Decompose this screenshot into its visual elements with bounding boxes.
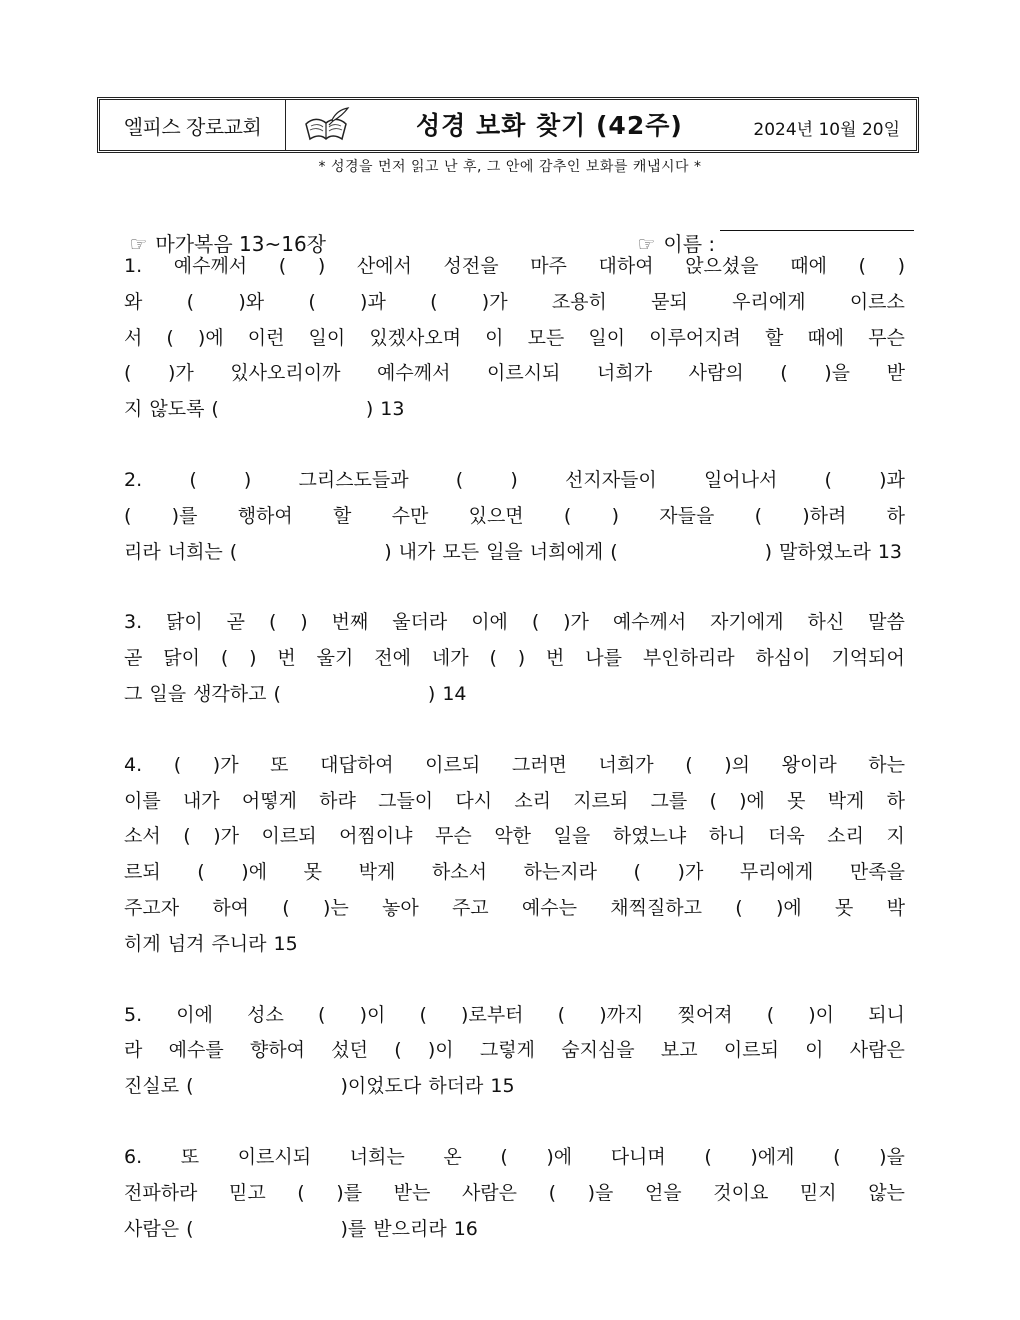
question-word: 생각하고 <box>193 682 267 705</box>
question-word: 향하여 <box>249 1039 305 1062</box>
question-word: 이에 <box>176 1003 213 1026</box>
blank-paren: ( <box>531 611 540 634</box>
question-word: 부인하리라 <box>642 647 735 670</box>
question-word: 보고 <box>660 1039 698 1062</box>
question-word: 일을 <box>149 682 187 705</box>
question-word: 채찍질하고 <box>610 896 703 919</box>
blank-paren: ( <box>268 611 277 634</box>
question-5 <box>124 998 905 1105</box>
blank-paren: ( <box>419 1003 427 1026</box>
blank-paren: ) <box>249 647 257 670</box>
question-word: 15 <box>273 932 298 955</box>
question-word: 박게 <box>827 789 865 812</box>
blank-paren: ( <box>709 789 717 812</box>
question-line <box>124 927 905 963</box>
blank-paren: ) <box>517 647 526 670</box>
pointing-hand-icon: ☞ <box>637 232 656 256</box>
question-word: 할 <box>333 504 352 527</box>
question-word: 숨지심을 <box>561 1039 635 1062</box>
blank-paren: )하려 <box>802 504 847 527</box>
question-word: 닭이 <box>166 611 203 634</box>
question-word: 하소서 <box>431 861 487 884</box>
question-word: 믿고 <box>229 1181 266 1204</box>
question-word: 않는 <box>868 1181 905 1204</box>
question-word: 소리 <box>514 789 552 812</box>
question-word: 않도록 <box>149 398 205 421</box>
question-word: 내가 <box>398 540 436 563</box>
question-word: 이르소 <box>849 290 905 313</box>
blank-paren: )를 <box>340 1217 367 1240</box>
question-word: 5. <box>124 1003 143 1026</box>
question-word: 이 <box>805 1039 824 1062</box>
name-blank-line[interactable] <box>720 230 914 231</box>
question-word: 넘겨 <box>167 932 205 955</box>
question-word: 사람은 <box>461 1181 518 1204</box>
question-word: 그렇게 <box>479 1039 535 1062</box>
blank-paren: ( <box>124 362 132 385</box>
question-word: 너희는 <box>349 1145 405 1168</box>
question-word: 이를 <box>124 789 161 812</box>
question-line <box>124 998 905 1034</box>
question-line <box>124 1176 905 1212</box>
question-word: 또 <box>270 753 289 776</box>
question-word: 나를 <box>585 647 622 670</box>
blank-paren: ( <box>500 1145 508 1168</box>
question-word: 모든 <box>527 326 565 349</box>
blank-paren: )와 <box>238 290 265 313</box>
question-word: 무슨 <box>868 326 905 349</box>
blank-paren: )과 <box>360 290 386 313</box>
question-word: 13 <box>380 398 405 421</box>
question-word: 와 <box>124 290 143 313</box>
blank-paren: ( <box>754 504 762 527</box>
question-line <box>124 463 905 499</box>
blank-paren: )가 <box>213 825 239 848</box>
question-word: 일이 <box>588 326 626 349</box>
blank-paren: )의 <box>724 753 750 776</box>
blank-paren: ( <box>548 1181 557 1204</box>
question-word: 이르되 <box>723 1039 779 1062</box>
question-word: 조용히 <box>551 290 607 313</box>
blank-paren: ( <box>308 290 316 313</box>
blank-paren: )가 <box>563 611 589 634</box>
question-4 <box>124 748 905 963</box>
question-word: 우리에게 <box>732 290 806 313</box>
question-1 <box>124 249 905 428</box>
blank-paren: ) <box>300 611 308 634</box>
open-book-with-quill-icon <box>302 106 350 146</box>
question-word: 소리 <box>827 825 864 848</box>
blank-paren: )이었도다 <box>340 1075 422 1098</box>
blank-paren: ) <box>384 540 392 563</box>
question-word: 이르되 <box>425 753 481 776</box>
blank-paren: ) <box>243 468 252 491</box>
question-word: 하 <box>886 504 905 527</box>
question-word: 너희에게 <box>529 540 604 563</box>
question-word: 못 <box>303 861 323 884</box>
question-word: 하는지라 <box>523 861 597 884</box>
question-word: 왕이라 <box>781 753 837 776</box>
question-word: 서 <box>124 326 143 349</box>
question-word: 일어나서 <box>703 468 778 491</box>
question-3 <box>124 605 905 712</box>
question-word: 번 <box>277 647 296 670</box>
blank-paren: ( <box>824 468 832 491</box>
question-word: 그러면 <box>511 753 567 776</box>
question-line <box>124 819 905 855</box>
question-word: 박 <box>886 896 905 919</box>
question-word: 선지자들이 <box>564 468 657 491</box>
blank-paren: ( <box>563 504 572 527</box>
question-word: 있으면 <box>468 504 524 527</box>
question-word: 산에서 <box>356 255 412 277</box>
question-6 <box>124 1140 905 1247</box>
question-word: 온 <box>443 1145 462 1168</box>
question-word: 이르시되 <box>237 1145 312 1168</box>
question-word: 하신 <box>807 611 845 634</box>
question-word: 이 <box>485 326 504 349</box>
question-word: 그리스도들과 <box>298 468 409 491</box>
blank-paren: )가 <box>481 290 508 313</box>
question-word: 무슨 <box>435 825 472 848</box>
blank-paren: ( <box>633 861 641 884</box>
question-word: 라 <box>124 1039 143 1062</box>
blank-paren: )이 <box>427 1039 454 1062</box>
question-word: 하더라 <box>428 1075 484 1098</box>
question-word: 대하여 <box>598 255 654 277</box>
blank-paren: ( <box>394 1039 402 1062</box>
question-word: 이르시되 <box>487 362 561 385</box>
question-word: 또 <box>180 1145 200 1168</box>
question-word: 못 <box>787 789 806 812</box>
question-word: 기억되어 <box>831 647 905 670</box>
question-word: 사람은 <box>849 1039 905 1062</box>
blank-paren: )로부터 <box>461 1003 524 1026</box>
question-word: 하니 <box>708 825 746 848</box>
blank-paren: ( <box>489 647 497 670</box>
title-box <box>97 97 919 153</box>
blank-paren: ( <box>610 540 618 563</box>
question-word: 내가 <box>182 789 220 812</box>
question-word: 말씀 <box>868 611 905 634</box>
question-word: 14 <box>442 682 467 705</box>
blank-paren: ( <box>766 1003 775 1026</box>
church-name: 엘피스 장로교회 <box>100 100 286 150</box>
blank-paren: )에 <box>241 861 268 884</box>
blank-paren: ( <box>166 326 174 349</box>
question-line <box>124 535 905 571</box>
question-line <box>124 748 905 784</box>
question-word: 소서 <box>124 825 161 848</box>
question-word: 15 <box>490 1075 515 1098</box>
question-word: 하랴 <box>319 789 356 812</box>
blank-paren: ( <box>278 255 287 277</box>
question-word: 예수를 <box>168 1039 224 1062</box>
blank-paren: ( <box>318 1003 326 1026</box>
question-line <box>124 605 905 641</box>
blank-paren: ( <box>186 1075 194 1098</box>
blank-paren: ( <box>297 1181 305 1204</box>
question-word: 하였느냐 <box>612 825 687 848</box>
blank-paren: )가 <box>212 753 239 776</box>
question-word: 모든 <box>442 540 480 563</box>
question-word: 지 <box>124 398 143 421</box>
question-word: 예수께서 <box>377 362 451 385</box>
question-word: 만족을 <box>849 861 905 884</box>
question-word: 때에 <box>790 255 827 277</box>
question-word: 사람의 <box>688 362 744 385</box>
question-word: 이에 <box>471 611 508 634</box>
question-word: 전에 <box>374 647 411 670</box>
question-word: 번 <box>546 647 565 670</box>
blank-paren: )까지 <box>599 1003 644 1026</box>
question-word: 찢어져 <box>677 1003 733 1026</box>
blank-paren: ( <box>780 362 788 385</box>
question-word: 되니 <box>868 1003 905 1026</box>
question-word: 닭이 <box>163 647 200 670</box>
blank-paren: ) <box>427 682 436 705</box>
question-word: 때에 <box>807 326 845 349</box>
question-word: 르되 <box>124 861 161 884</box>
sheet-title: 성경 보화 찾기 (42주) <box>416 111 683 140</box>
question-word: 묻되 <box>651 290 688 313</box>
question-word: 이르되 <box>261 825 317 848</box>
blank-paren: ) <box>317 255 326 277</box>
question-word: 너희가 <box>598 753 654 776</box>
question-word: 2. <box>124 468 143 491</box>
blank-paren: )가 <box>167 362 194 385</box>
question-line <box>124 677 905 713</box>
blank-paren: )과 <box>879 468 905 491</box>
question-word: 번째 <box>331 611 369 634</box>
question-word: 하는 <box>868 753 905 776</box>
question-word: 그들이 <box>378 789 434 812</box>
question-word: 주니라 <box>211 932 267 955</box>
question-word: 너희가 <box>596 362 653 385</box>
blank-paren: )를 <box>171 504 198 527</box>
blank-paren: ) <box>510 468 518 491</box>
blank-paren: ( <box>186 290 195 313</box>
question-word: 일을 <box>553 825 591 848</box>
question-word: 너희는 <box>167 540 223 563</box>
question-word: 어찜이냐 <box>339 825 413 848</box>
question-word: 행하여 <box>237 504 293 527</box>
blank-paren: )이 <box>808 1003 835 1026</box>
question-word: 있사오리이까 <box>230 362 341 385</box>
question-word: 예수는 <box>521 896 577 919</box>
blank-paren: ( <box>685 753 693 776</box>
question-word: 3. <box>124 611 143 634</box>
blank-paren: ( <box>183 825 191 848</box>
blank-paren: ) <box>897 255 905 277</box>
question-line <box>124 321 905 357</box>
question-word: 것이요 <box>713 1181 769 1204</box>
blank-paren: )이 <box>359 1003 386 1026</box>
question-word: 이런 <box>247 326 285 349</box>
question-word: 자기에게 <box>710 611 784 634</box>
blank-paren: ) <box>365 398 374 421</box>
blank-paren: ( <box>858 255 866 277</box>
question-word: 전파하라 <box>124 1181 198 1204</box>
meta-row <box>0 204 1020 256</box>
question-line <box>124 855 905 891</box>
question-word: 히게 <box>124 932 161 955</box>
question-line <box>124 392 905 428</box>
question-word: 리라 <box>124 540 161 563</box>
blank-paren: ( <box>273 682 281 705</box>
blank-paren: )를 <box>336 1181 363 1204</box>
sheet-date: 2024년 10월 20일 <box>753 120 900 140</box>
question-word: 받는 <box>393 1181 431 1204</box>
question-word: 얻을 <box>644 1181 682 1204</box>
question-line <box>124 499 905 535</box>
question-line <box>124 1033 905 1069</box>
blank-paren: ( <box>173 753 182 776</box>
blank-paren: ( <box>833 1145 841 1168</box>
blank-paren: ) <box>764 540 773 563</box>
question-word: 13 <box>877 540 903 563</box>
question-word: 앉으셨을 <box>685 255 759 277</box>
question-word: 있겠사오며 <box>369 326 462 349</box>
blank-paren: ( <box>455 468 464 491</box>
question-line <box>124 784 905 820</box>
question-word: 사람은 <box>124 1217 180 1240</box>
question-word: 예수께서 <box>173 255 248 277</box>
question-word: 못 <box>834 896 854 919</box>
question-word: 다니며 <box>610 1145 666 1168</box>
question-line <box>124 249 905 285</box>
question-word: 1. <box>124 255 143 277</box>
blank-paren: ( <box>430 290 438 313</box>
question-word: 성전을 <box>443 255 499 277</box>
blank-paren: ( <box>557 1003 566 1026</box>
question-line <box>124 1212 905 1248</box>
question-line <box>124 1069 905 1105</box>
question-list <box>124 249 905 1282</box>
blank-paren: )에 <box>775 896 802 919</box>
question-line <box>124 356 905 392</box>
question-word: 대답하여 <box>320 753 394 776</box>
question-word: 하심이 <box>755 647 811 670</box>
blank-paren: )가 <box>677 861 704 884</box>
question-word: 악한 <box>494 825 532 848</box>
question-word: 16 <box>453 1217 478 1240</box>
question-word: 무리에게 <box>739 861 814 884</box>
question-word: 네가 <box>431 647 469 670</box>
question-word: 하여 <box>212 896 250 919</box>
blank-paren: )을 <box>879 1145 905 1168</box>
question-word: 다시 <box>455 789 493 812</box>
question-word: 지 <box>886 825 905 848</box>
blank-paren: ( <box>735 896 743 919</box>
question-word: 6. <box>124 1145 143 1168</box>
question-2 <box>124 463 905 570</box>
question-word: 울더라 <box>392 611 448 634</box>
question-word: 곧 <box>226 611 246 634</box>
question-word: 그를 <box>650 789 688 812</box>
blank-paren: )을 <box>824 362 850 385</box>
blank-paren: )에 <box>197 326 224 349</box>
question-word: 박게 <box>358 861 396 884</box>
question-word: 어떻게 <box>241 789 297 812</box>
question-word: 놓아 <box>381 896 419 919</box>
blank-paren: ( <box>220 647 229 670</box>
question-word: 진실로 <box>124 1075 180 1098</box>
blank-paren: ( <box>186 1217 194 1240</box>
question-word: 말하였노라 <box>779 540 871 563</box>
question-word: 예수께서 <box>612 611 687 634</box>
blank-paren: ( <box>211 398 219 421</box>
name-label: 이름 : <box>663 232 716 256</box>
question-word: 이루어지려 <box>649 326 741 349</box>
question-line <box>124 1140 905 1176</box>
question-word: 하 <box>886 789 905 812</box>
pointing-hand-icon: ☞ <box>129 232 148 256</box>
instruction-text: * 성경을 먼저 읽고 난 후, 그 안에 감추인 보화를 캐냅시다 * <box>318 159 702 175</box>
question-word: 수만 <box>391 504 429 527</box>
question-word: 주고자 <box>124 896 180 919</box>
blank-paren: )에게 <box>750 1145 795 1168</box>
question-line <box>124 285 905 321</box>
question-word: 받 <box>886 362 905 385</box>
question-word: 섰던 <box>331 1039 368 1062</box>
question-word: 일이 <box>308 326 346 349</box>
blank-paren: )는 <box>322 896 349 919</box>
question-word: 할 <box>764 326 784 349</box>
question-word: 마주 <box>530 255 567 277</box>
blank-paren: )에 <box>546 1145 573 1168</box>
blank-paren: ( <box>189 468 197 491</box>
question-word: 믿지 <box>799 1181 837 1204</box>
blank-paren: ( <box>282 896 290 919</box>
question-word: 그 <box>124 682 143 705</box>
passage-text: 마가복음 13~16장 <box>155 232 326 256</box>
question-line <box>124 641 905 677</box>
blank-paren: )에 <box>739 789 765 812</box>
question-word: 곧 <box>124 647 143 670</box>
question-word: 자들을 <box>659 504 715 527</box>
question-word: 일을 <box>486 540 523 563</box>
question-word: 받으리라 <box>373 1217 447 1240</box>
blank-paren: ( <box>229 540 238 563</box>
question-line <box>124 891 905 927</box>
question-word: 울기 <box>316 647 354 670</box>
question-word: 더욱 <box>768 825 805 848</box>
question-word: 지르되 <box>573 789 629 812</box>
question-word: 주고 <box>451 896 489 919</box>
blank-paren: ( <box>197 861 205 884</box>
question-word: 성소 <box>247 1003 284 1026</box>
blank-paren: ( <box>704 1145 712 1168</box>
blank-paren: ) <box>611 504 619 527</box>
blank-paren: )을 <box>587 1181 614 1204</box>
blank-paren: ( <box>124 504 132 527</box>
question-word: 4. <box>124 753 143 776</box>
